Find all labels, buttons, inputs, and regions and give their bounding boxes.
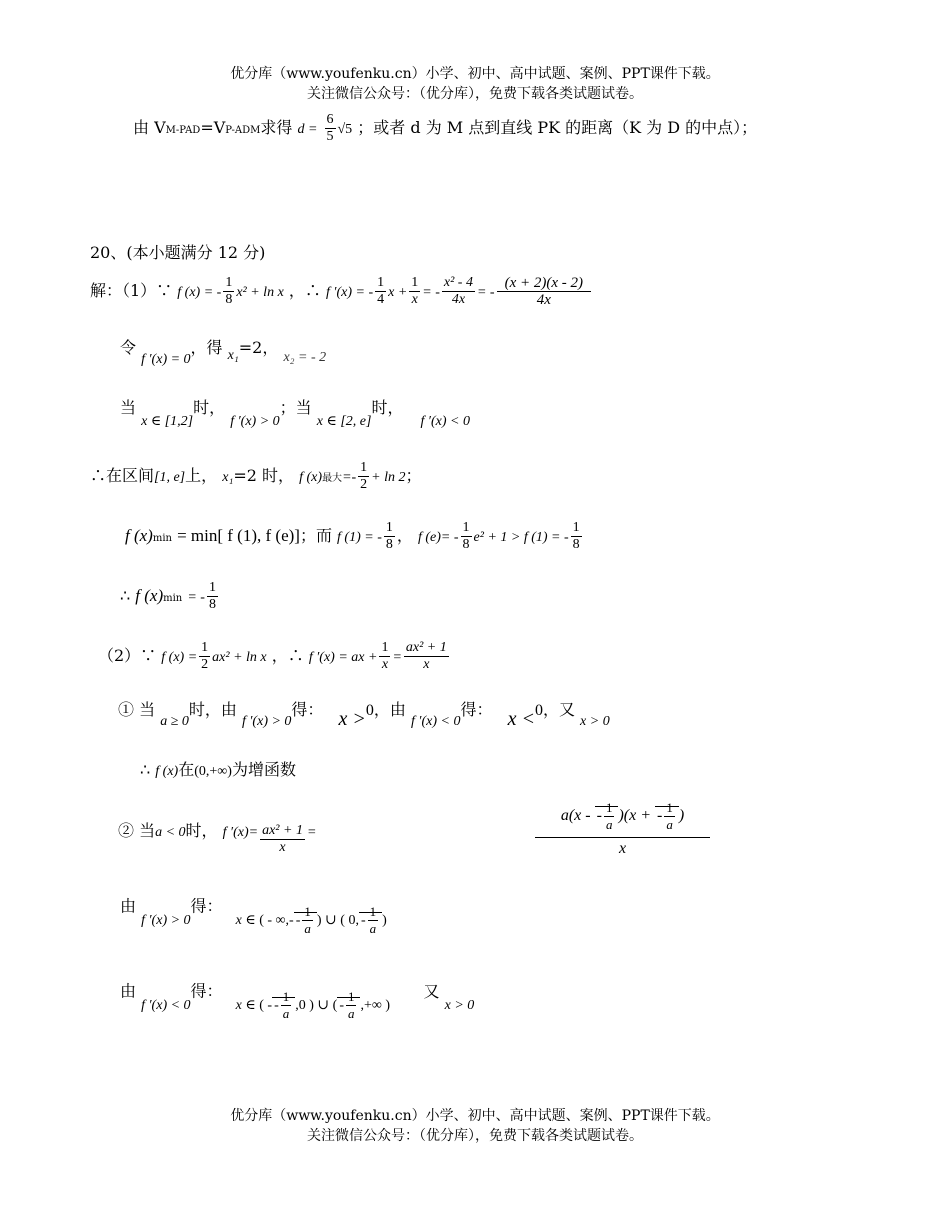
page-footer-line2: 关注微信公众号：（优分库），免费下载各类试题试卷。	[307, 1128, 643, 1144]
math-expr: x > 0	[580, 714, 610, 729]
denominator: 8	[572, 537, 580, 552]
case1-result-line	[140, 757, 296, 780]
text-fragment: ；或者 d 为 M 点到直线 PK 的距离（K 为 D 的中点）；	[357, 118, 758, 137]
numerator: 1	[381, 640, 389, 655]
factored-numerator	[535, 800, 710, 838]
fraction	[461, 520, 472, 553]
math-expr: = min[ f (1), f (e)]	[177, 526, 300, 545]
math-expr: f ′(x) < 0	[420, 414, 470, 429]
denominator: 8	[225, 292, 233, 307]
denominator: 5	[326, 129, 334, 144]
math-expr: f ′(x) > 0	[241, 714, 292, 729]
denominator: 8	[462, 537, 470, 552]
numerator: x² - 4	[443, 275, 473, 290]
text-fragment: ① 当	[118, 700, 156, 719]
math-expr: -	[339, 997, 344, 1013]
numerator: 6	[326, 112, 334, 127]
text-fragment: ② 当	[118, 821, 156, 840]
math-expr: f (x)	[155, 764, 179, 779]
math-expr: )	[382, 912, 387, 928]
text-fragment: ，∴	[288, 281, 321, 300]
case1-line	[118, 697, 610, 730]
math-expr: + ln 2	[371, 470, 406, 485]
numerator: 1	[377, 275, 385, 290]
numerator: 1	[572, 520, 580, 535]
text-fragment: ；而	[299, 526, 332, 545]
fraction	[664, 800, 675, 833]
denominator: a	[605, 817, 613, 832]
critical-points-line	[120, 335, 327, 367]
fraction	[281, 989, 292, 1022]
math-expr: a(x -	[560, 807, 591, 825]
math-expr: -	[274, 997, 279, 1013]
numerator: ax² + 1	[405, 640, 447, 655]
math-expr: )(x +	[618, 807, 651, 825]
denominator: x	[411, 292, 418, 307]
denominator: x	[381, 657, 389, 672]
denominator: 2	[360, 477, 368, 492]
text-fragment: =V	[200, 118, 226, 137]
label: （2）∵	[98, 646, 157, 665]
math-expr: = -	[187, 590, 205, 605]
math-expr: a < 0	[155, 825, 186, 840]
math-expr: f (x) = -	[177, 285, 222, 300]
denominator: x	[423, 657, 430, 672]
radical	[272, 989, 295, 1021]
increasing-interval-line	[120, 892, 387, 936]
math-expr: f (x) =	[161, 650, 198, 665]
denominator: a	[666, 817, 673, 832]
numerator: 1	[385, 520, 393, 535]
math-expr: =-	[342, 470, 357, 485]
numerator: 1	[369, 904, 377, 919]
text-fragment: =2 时，	[233, 466, 295, 485]
interval-expr	[235, 904, 387, 936]
math-expr: f (x)	[135, 586, 164, 605]
question-title: 20、(本小题满分 12 分)	[90, 243, 266, 262]
math-expr: -	[360, 912, 366, 928]
math-expr: x² + ln x	[236, 285, 284, 300]
text-fragment: 时，	[185, 821, 218, 840]
radical	[595, 800, 619, 832]
text-fragment: 求得	[260, 118, 293, 137]
text-fragment: ∴	[120, 586, 131, 605]
numerator: 1	[201, 640, 209, 655]
text-fragment: 由 V	[133, 118, 166, 137]
denominator: a	[347, 1006, 355, 1021]
case2-line	[118, 815, 317, 855]
numerator: (x + 2)(x - 2)	[497, 275, 591, 292]
text-fragment: ∴在区间	[90, 466, 155, 485]
math-expr: x <	[507, 708, 535, 730]
minimum-compare-line	[125, 520, 584, 553]
math-expr: )	[316, 912, 322, 928]
fraction	[442, 275, 475, 308]
radical	[359, 904, 382, 936]
math-expr: f ′(x) = ax +	[308, 650, 378, 665]
fraction	[497, 275, 591, 308]
text-fragment: ∴	[140, 760, 151, 779]
numerator: 1	[462, 520, 470, 535]
fraction	[207, 580, 218, 613]
math-expr: f ′(x) > 0	[141, 912, 191, 928]
math-expr: f ′(x)=	[222, 825, 259, 840]
math-expr: x >	[338, 708, 366, 730]
page-header-line1: 优分库（www.youfenku.cn）小学、初中、高中试题、案例、PPT课件下载。	[230, 66, 720, 82]
text-fragment: 时，由	[188, 700, 237, 719]
math-expr: x ∈	[235, 912, 256, 928]
math-expr: x +	[388, 285, 408, 300]
denominator: a	[282, 1006, 290, 1021]
text-fragment: ，由	[373, 700, 406, 719]
math-expr: f ′(x) = 0	[141, 352, 191, 367]
math-expr: f ′(x) < 0	[411, 714, 461, 729]
math-expr: f ′(x) < 0	[141, 997, 191, 1013]
text-fragment: 当	[120, 398, 137, 417]
fraction	[571, 520, 582, 553]
math-expr: x ∈ [1,2]	[141, 414, 194, 429]
solution-part2-line	[98, 640, 451, 673]
math-expr: f (x)	[125, 526, 153, 545]
text-fragment: ，	[396, 526, 413, 545]
subscript: min	[163, 593, 183, 604]
radical	[655, 800, 679, 832]
math-expr: f (e)= -	[417, 530, 459, 545]
fraction	[346, 989, 357, 1022]
volume-line	[133, 112, 757, 145]
text-fragment: 时，	[371, 398, 404, 417]
fraction	[604, 800, 615, 833]
text-fragment: 又	[423, 981, 440, 1001]
numerator: 1	[666, 800, 673, 815]
page-header-line2: 关注微信公众号：（优分库），免费下载各类试题试卷。	[307, 86, 643, 102]
text-fragment: ；	[405, 466, 422, 485]
denominator: a	[369, 921, 377, 936]
numerator: ax² + 1	[262, 823, 303, 838]
math-expr: x ∈	[235, 997, 256, 1013]
math-expr: -	[657, 807, 663, 825]
fraction	[409, 275, 420, 308]
text-fragment: ，又	[542, 700, 575, 719]
math-expr: [1, e]	[154, 470, 186, 485]
math-expr: 0	[534, 702, 543, 719]
math-expr: ( 0,	[340, 912, 359, 928]
solution-part1-line	[90, 275, 593, 308]
numerator: 1	[360, 460, 368, 475]
text-fragment: 得：	[190, 981, 223, 1001]
math-expr: 0	[365, 702, 374, 719]
radical	[337, 989, 360, 1021]
numerator: 1	[347, 989, 355, 1004]
factored-derivative	[535, 800, 710, 860]
fraction	[325, 112, 336, 145]
maximum-line	[90, 460, 422, 493]
denominator: 4x	[451, 292, 466, 307]
numerator: 1	[304, 904, 311, 919]
math-expr: =	[392, 650, 402, 665]
text-fragment: 在	[178, 760, 195, 779]
denominator: x	[279, 840, 286, 855]
fraction	[404, 640, 449, 673]
text-fragment: 由	[120, 896, 137, 916]
text-fragment: ，得	[190, 338, 223, 357]
text-fragment: 上，	[185, 466, 218, 485]
text-fragment: 令	[120, 338, 137, 357]
label: 解：（1）∵	[90, 281, 173, 300]
math-expr: d =	[297, 122, 318, 137]
math-expr: (0,+∞)	[194, 764, 232, 779]
fraction	[368, 904, 379, 937]
denominator: a	[304, 921, 311, 936]
math-expr: f (1) = -	[337, 530, 382, 545]
math-expr: x > 0	[444, 997, 475, 1013]
text-fragment: 得：	[460, 700, 493, 719]
fraction	[199, 640, 210, 673]
math-expr: )	[678, 807, 685, 825]
text-fragment: =2，	[238, 338, 279, 357]
denominator: 2	[201, 657, 209, 672]
text-fragment: 得：	[190, 896, 223, 916]
fraction	[375, 275, 386, 308]
math-expr: = -	[422, 285, 440, 300]
text-fragment: ，∴	[271, 646, 304, 665]
text-fragment: 由	[120, 981, 137, 1001]
fraction	[302, 904, 313, 937]
denominator: 8	[208, 597, 216, 612]
math-expr: x₁	[227, 348, 239, 363]
math-expr: ax² + ln x	[212, 650, 267, 665]
text-fragment: ；当	[279, 398, 312, 417]
numerator: 1	[605, 800, 613, 815]
math-expr: f ′(x) > 0	[230, 414, 280, 429]
math-expr: ( - ∞,-	[259, 912, 294, 928]
numerator: 1	[282, 989, 290, 1004]
fraction	[223, 275, 234, 308]
math-expr: a ≥ 0	[160, 714, 189, 729]
fraction	[379, 640, 390, 673]
math-expr: x₂ = - 2	[283, 350, 327, 365]
math-expr: =	[306, 825, 317, 840]
decreasing-interval-line	[120, 977, 475, 1021]
page-footer-line1: 优分库（www.youfenku.cn）小学、初中、高中试题、案例、PPT课件下载。	[230, 1108, 720, 1124]
denominator: 8	[385, 537, 393, 552]
fraction	[358, 460, 369, 493]
radical	[294, 904, 317, 936]
math-expr: -	[295, 912, 301, 928]
monotonic-line	[120, 395, 470, 429]
minimum-result-line	[120, 580, 220, 613]
factored-denominator: x	[618, 840, 627, 857]
math-expr: f (x)	[299, 470, 323, 485]
denominator: 4	[377, 292, 385, 307]
text-fragment: 得：	[291, 700, 324, 719]
math-expr: ∪	[317, 997, 330, 1013]
subscript: P-ADM	[225, 125, 261, 136]
subscript: M-PAD	[165, 125, 201, 136]
subscript: 最大	[322, 473, 343, 484]
denominator: 4x	[536, 292, 551, 308]
fraction	[260, 823, 305, 856]
math-expr: -	[596, 807, 602, 825]
interval-expr	[235, 989, 394, 1021]
numerator: 1	[208, 580, 216, 595]
math-expr: e² + 1 > f (1) = -	[473, 530, 569, 545]
math-expr: ( -	[259, 997, 273, 1013]
text-fragment: 时，	[193, 398, 226, 417]
radical: √5	[337, 122, 353, 137]
text-fragment: 为增函数	[231, 760, 296, 779]
math-expr: f ′(x) = -	[326, 285, 374, 300]
math-expr: ,+∞ )	[360, 997, 391, 1013]
numerator: 1	[411, 275, 419, 290]
math-expr: ,0 )	[295, 997, 314, 1013]
math-expr: = -	[476, 285, 495, 300]
math-expr: x ∈ [2, e]	[316, 414, 372, 429]
math-expr: ∪	[325, 912, 337, 928]
subscript: min	[152, 533, 172, 544]
fraction	[384, 520, 395, 553]
math-expr: x₁	[222, 470, 234, 485]
numerator: 1	[225, 275, 233, 290]
math-expr: (	[332, 997, 338, 1013]
